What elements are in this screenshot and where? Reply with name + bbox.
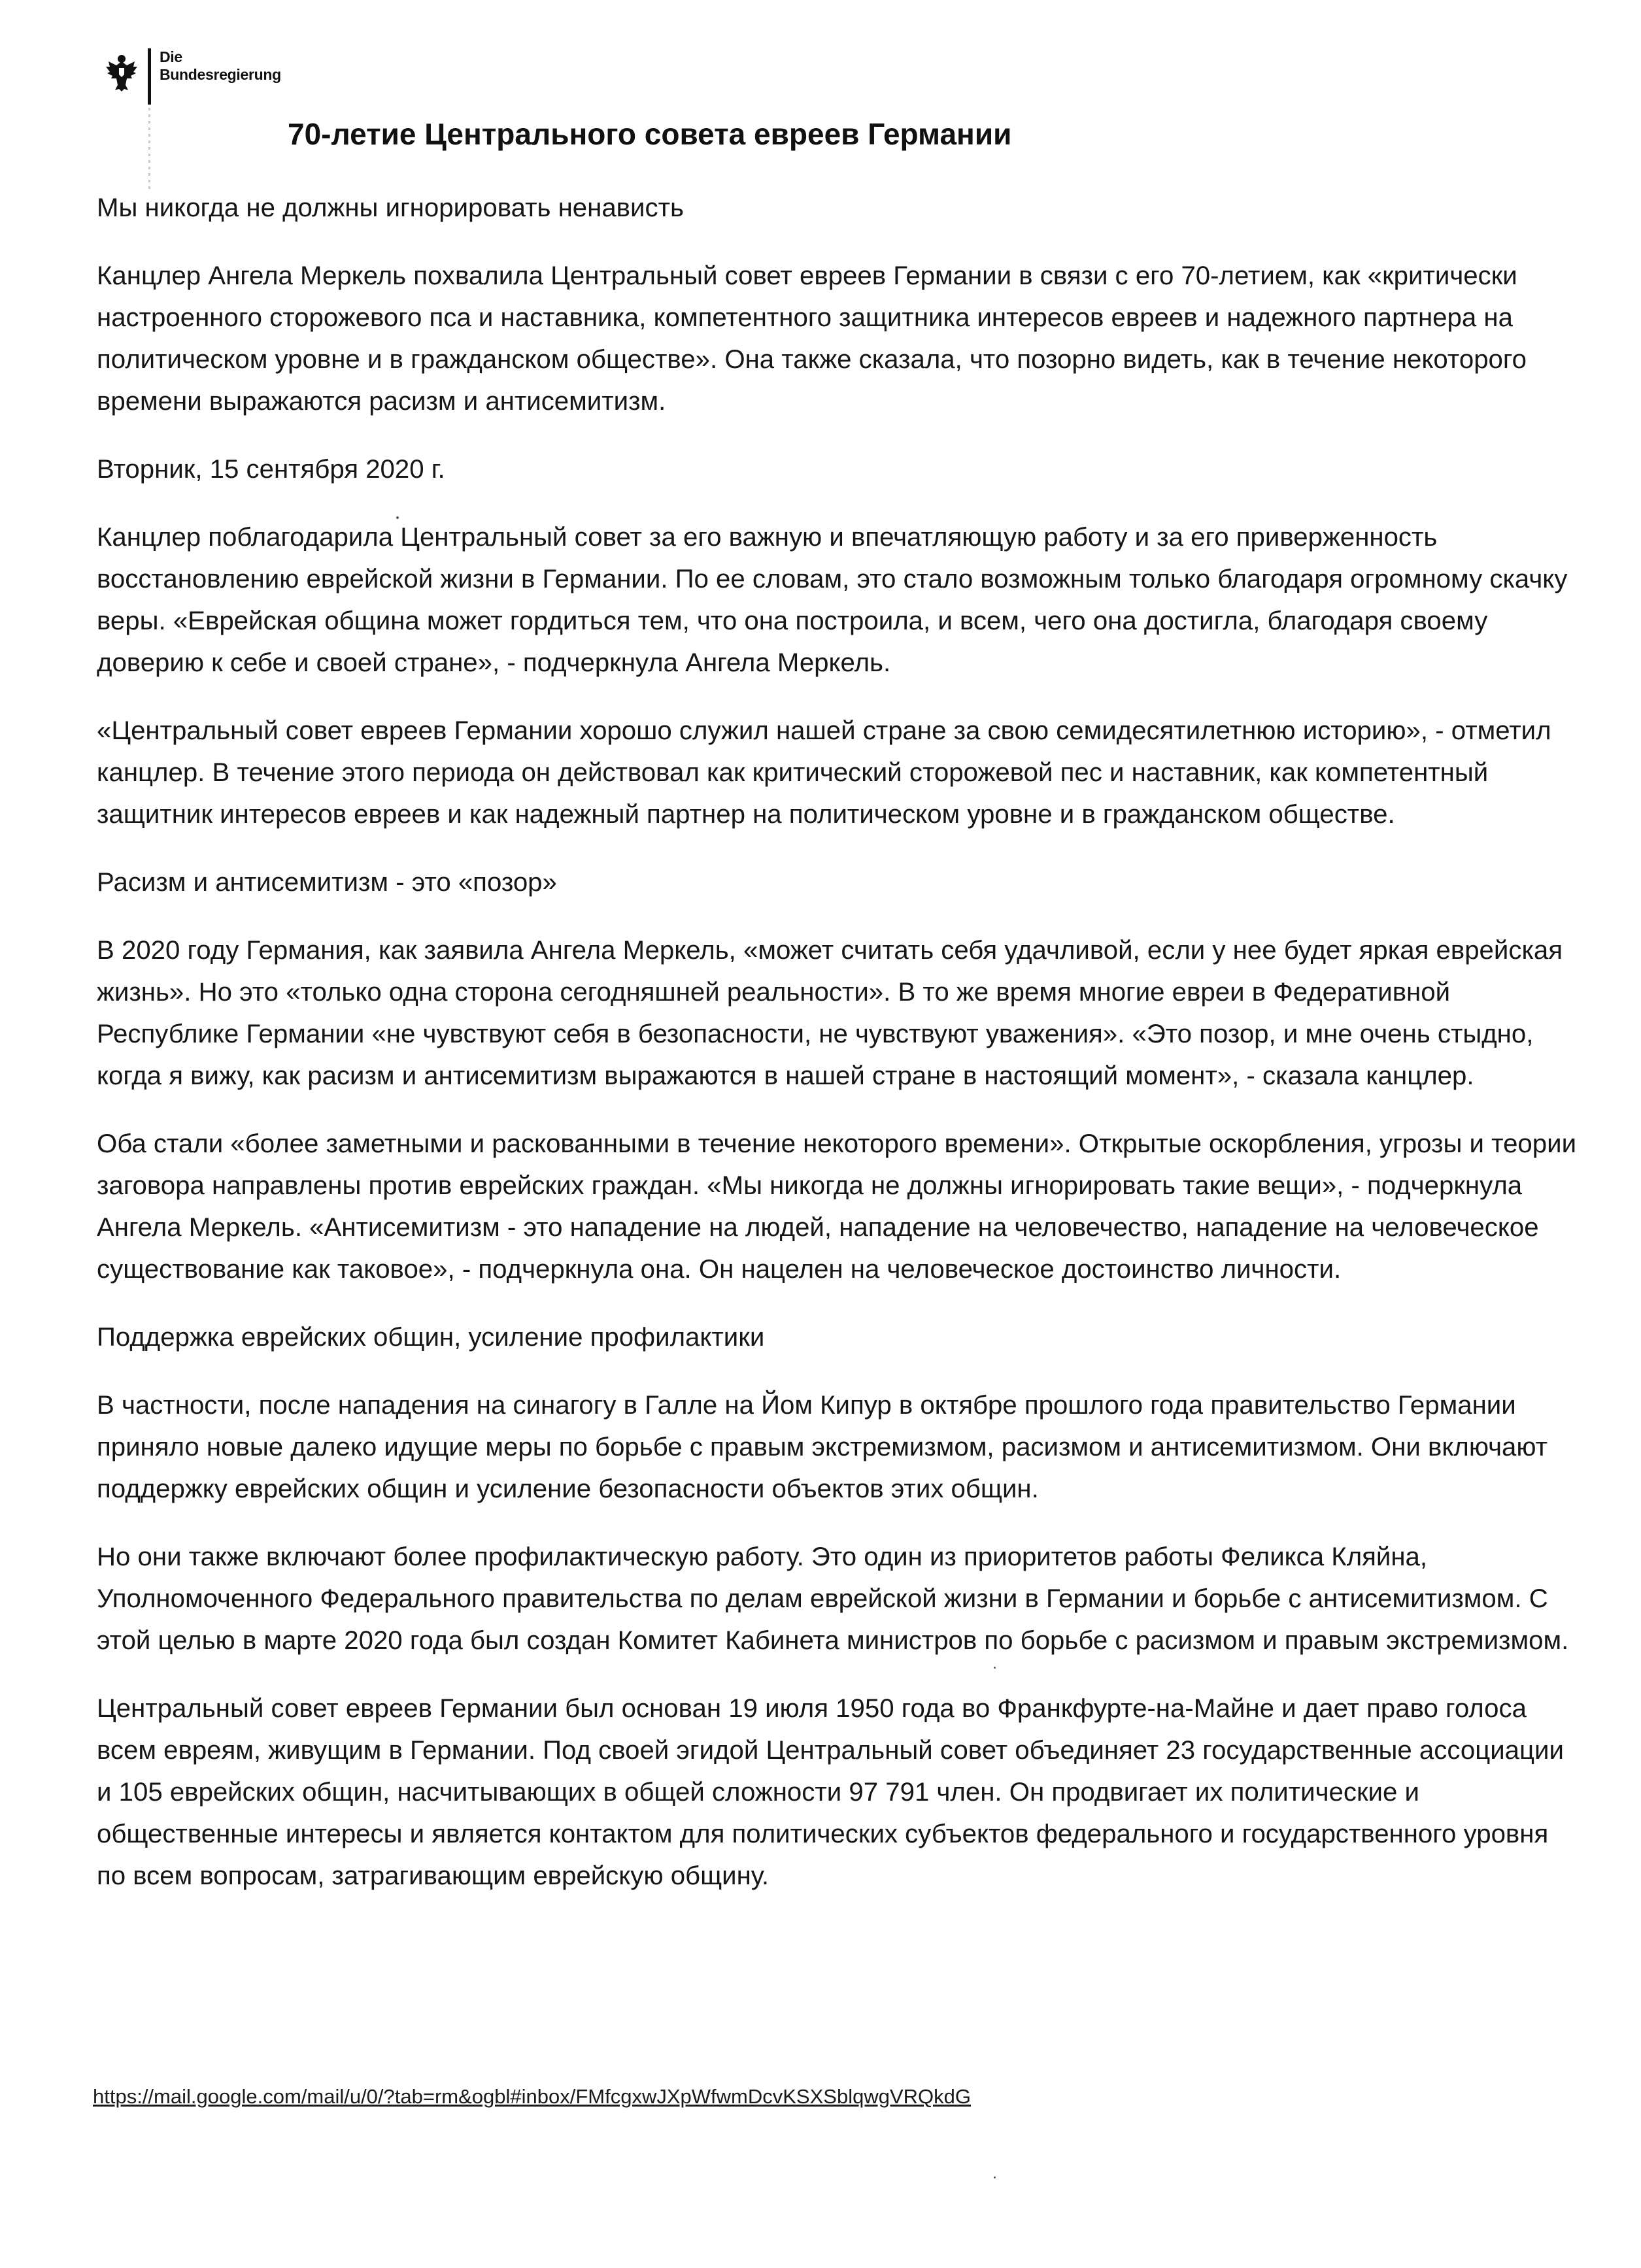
paragraph: Канцлер поблагодарила Центральный совет за его важную и впечатляющую работу и за его приверженность восстановлению еврейской жизни в Германии. По ее словам, это стало возможным только благодаря огромному скачку веры. «Еврейская община может гордиться тем, что она построила, и всем, чего она достигла, благодаря своему доверию к себе и своей стране», - подчеркнула Ангела Меркель.: [97, 522, 1568, 677]
paragraph: В 2020 году Германия, как заявила Ангела Меркель, «может считать себя удачливой, если у нее будет яркая еврейская жизнь». Но это «только одна сторона сегодняшней реальности». В то же время многие евреи в Федеративной Республике Германии «не чувствуют себя в безопасности, не чувствуют уважения». «Это позор, и мне очень стыдно, когда я вижу, как расизм и антисемитизм выражаются в нашей стране в настоящий момент», - сказала канцлер.: [97, 935, 1563, 1090]
government-logo: [105, 46, 301, 144]
logo-line-1: Die: [160, 48, 182, 65]
paragraph: Оба стали «более заметными и раскованными в течение некоторого времени». Открытые оскорбления, угрозы и теории заговора направлены против еврейских граждан. «Мы никогда не должны игнорировать такие вещи», - подчеркнула Ангела Меркель. «Антисемитизм - это нападение на людей, нападение на человечество, нападение на человеческое существование как таковое», - подчеркнула она. Он нацелен на человеческое достоинство личности.: [97, 1129, 1577, 1284]
article-subtitle: Мы никогда не должны игнорировать ненависть: [97, 193, 684, 222]
scan-speck: [994, 2176, 996, 2178]
article-date: Вторник, 15 сентября 2020 г.: [97, 454, 445, 484]
logo-line-2: Bundesregierung: [160, 66, 281, 83]
section-heading: Поддержка еврейских общин, усиление профилактики: [97, 1322, 765, 1352]
scan-artifact-line: [148, 108, 150, 193]
source-url-link[interactable]: https://mail.google.com/mail/u/0/?tab=rm&ogbl#inbox/FMfcgxwJXpWfwmDcvKSXSblqwgVRQkdG: [93, 2085, 971, 2108]
paragraph: Центральный совет евреев Германии был основан 19 июля 1950 года во Франкфурте-на-Майне и дает право голоса всем евреям, живущим в Германии. Под своей эгидой Центральный совет объединяет 23 государственные ассоциации и 105 еврейских общин, насчитывающих в общей сложности 97 791 член. Он продвигает их политические и общественные интересы и является контактом для политических субъектов федерального и государственного уровня по всем вопросам, затрагивающим еврейскую общину.: [97, 1693, 1564, 1890]
section-heading: Расизм и антисемитизм - это «позор»: [97, 867, 557, 897]
article-body: [97, 187, 1581, 1923]
paragraph: В частности, после нападения на синагогу в Галле на Йом Кипур в октябре прошлого года правительство Германии приняло новые далеко идущие меры по борьбе с правым экстремизмом, расизмом и антисемитизмом. Они включают поддержку еврейских общин и усиление безопасности объектов этих общин.: [97, 1390, 1548, 1503]
paragraph: Но они также включают более профилактическую работу. Это один из приоритетов работы Феликса Кляйна, Уполномоченного Федерального правительства по делам еврейской жизни в Германии и борьбе с антисемитизмом. С этой целью в марте 2020 года был создан Комитет Кабинета министров по борьбе с расизмом и правым экстремизмом.: [97, 1542, 1569, 1655]
logo-divider: [148, 48, 151, 105]
paragraph: «Центральный совет евреев Германии хорошо служил нашей стране за свою семидесятилетнюю историю», - отметил канцлер. В течение этого периода он действовал как критический сторожевой пес и наставник, как компетентный защитник интересов евреев и как надежный партнер на политическом уровне и в гражданском обществе.: [97, 716, 1551, 829]
page-title: 70-летие Центрального совета евреев Германии: [288, 117, 1012, 151]
federal-eagle-icon: [105, 52, 139, 92]
logo-wordmark: [160, 48, 281, 84]
scan-speck: [396, 516, 399, 519]
article-lead: Канцлер Ангела Меркель похвалила Центральный совет евреев Германии в связи с его 70-летием, как «критически настроенного сторожевого пса и наставника, компетентного защитника интересов евреев и надежного партнера на политическом уровне и в гражданском обществе». Она также сказала, что позорно видеть, как в течение некоторого времени выражаются расизм и антисемитизм.: [97, 261, 1527, 416]
scan-speck: [994, 1667, 996, 1669]
